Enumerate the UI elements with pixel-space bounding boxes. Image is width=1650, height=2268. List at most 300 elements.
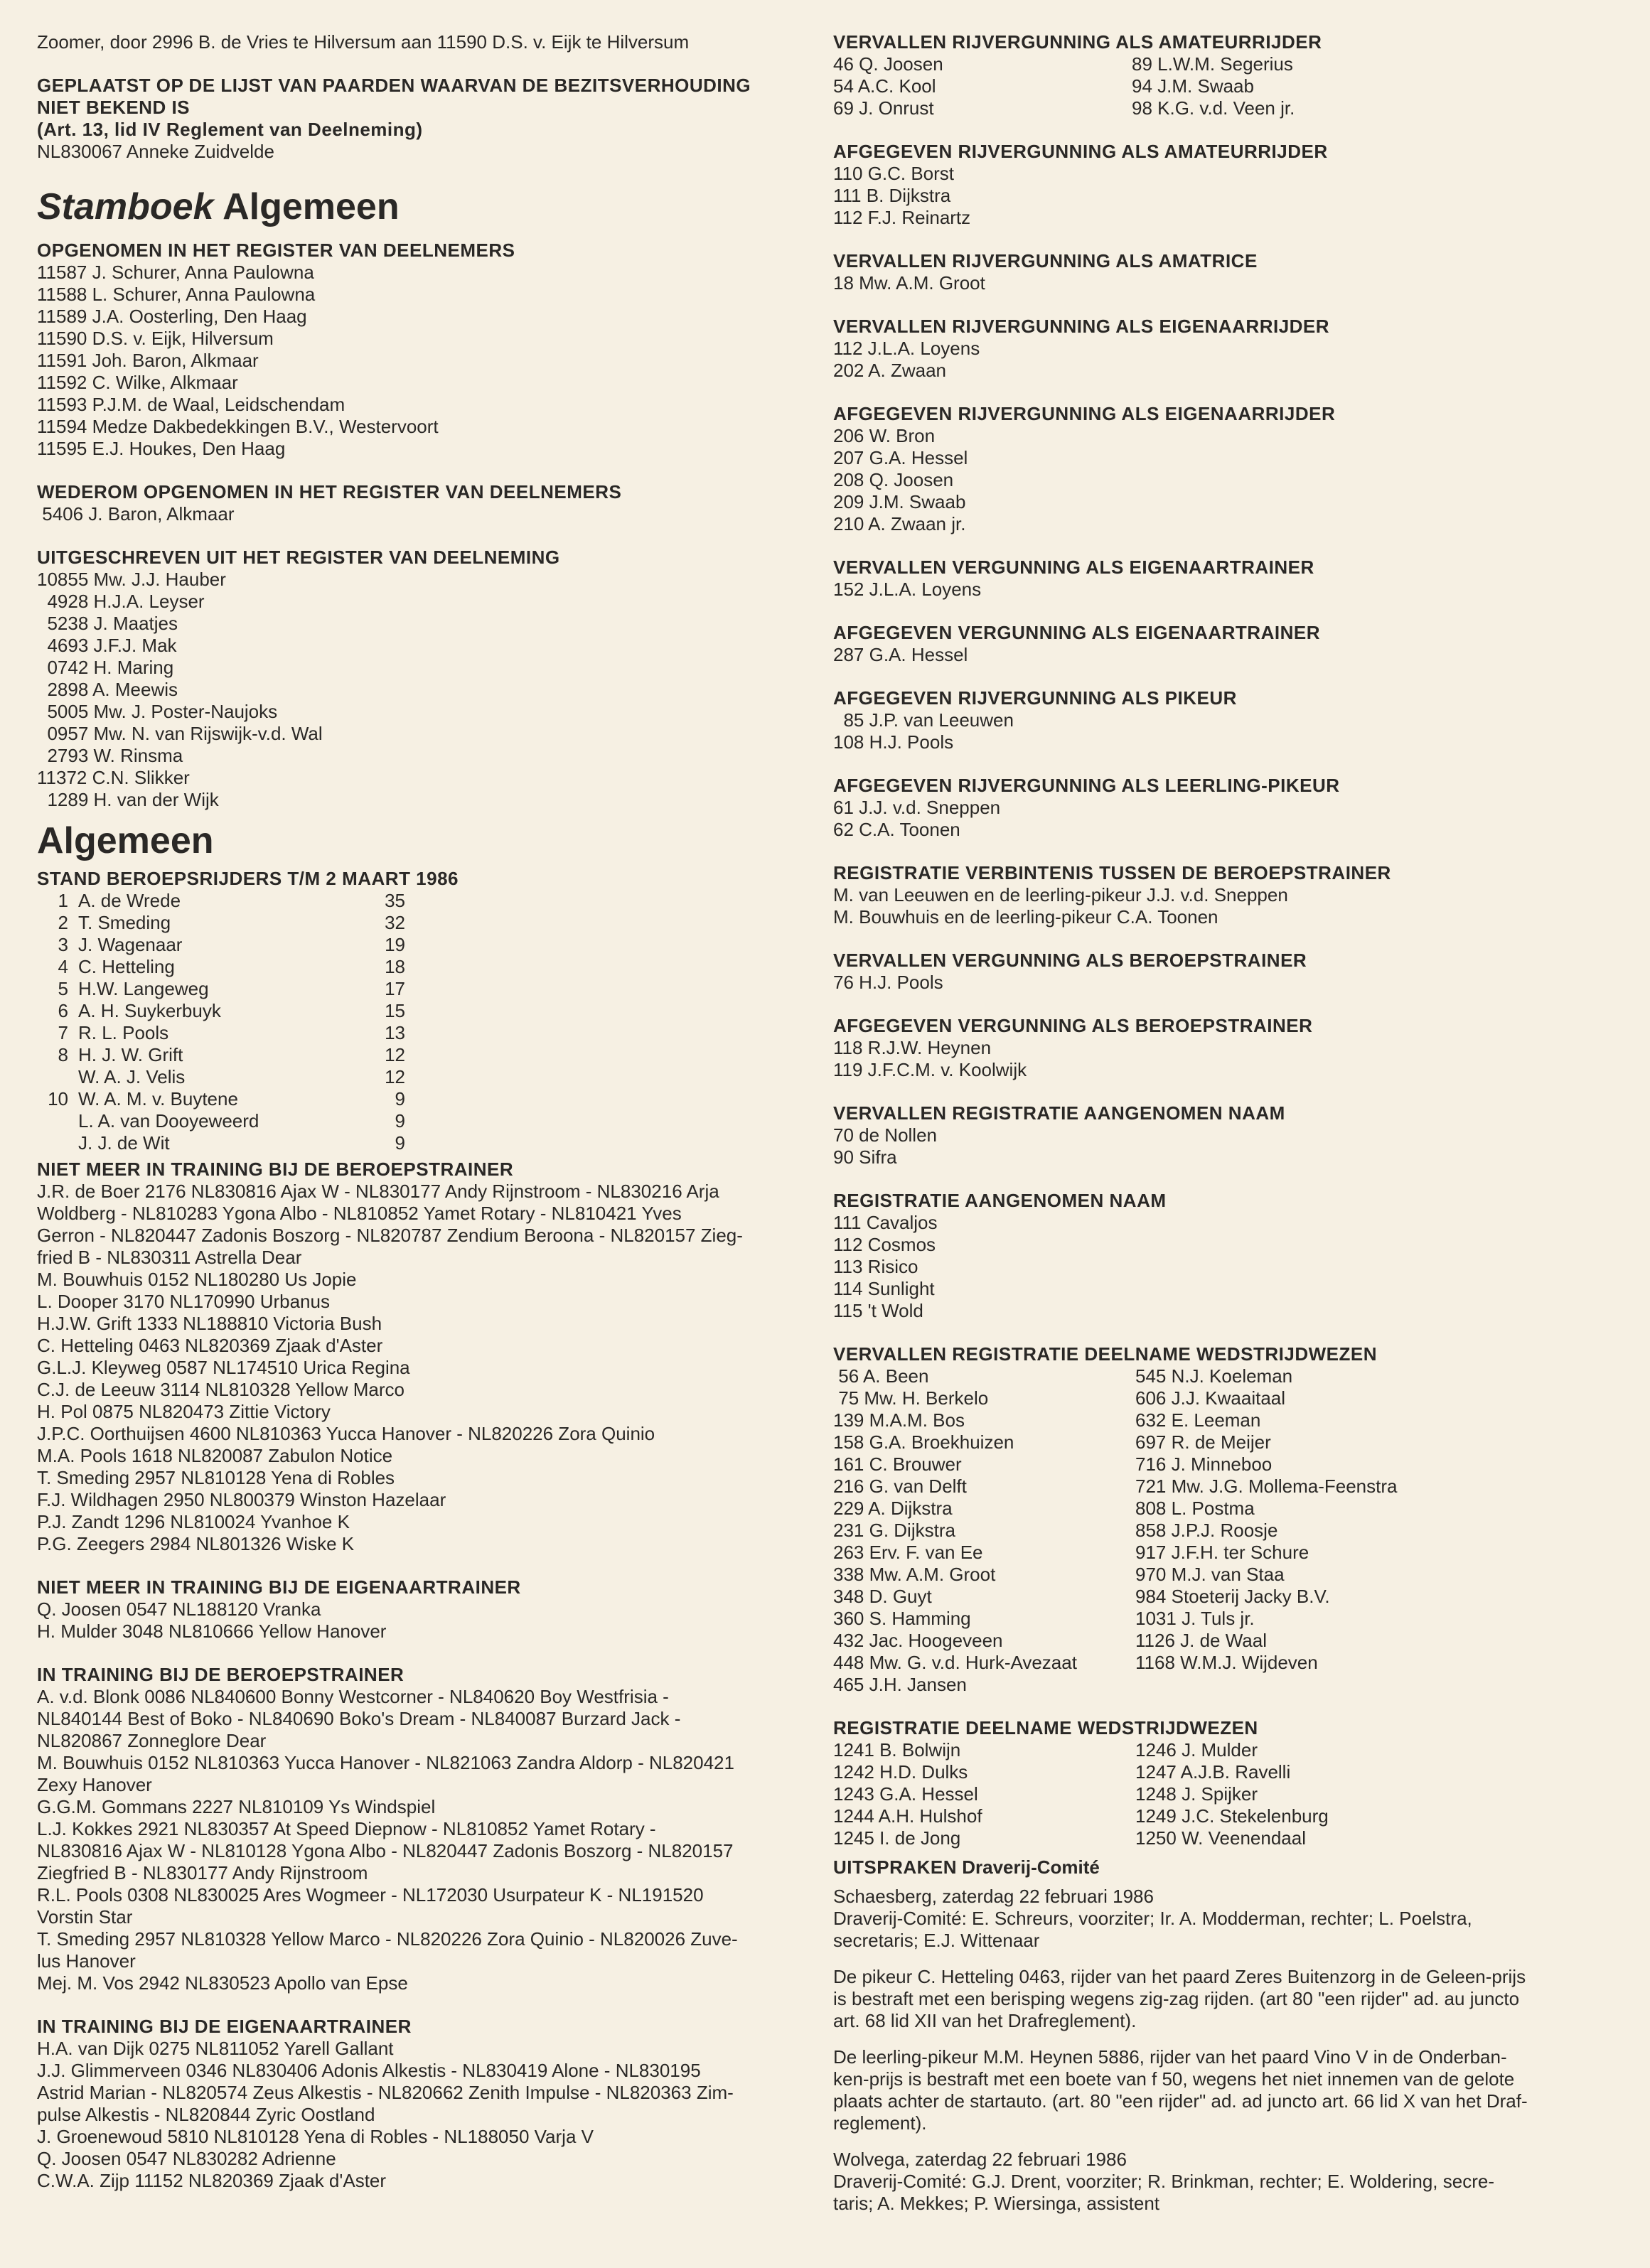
list-item: 1243 G.A. Hessel xyxy=(833,1783,978,1805)
list-row xyxy=(833,1409,1601,1431)
points-cell: 32 xyxy=(385,912,405,933)
list-row xyxy=(833,1739,1601,1761)
uitspraken-heading xyxy=(833,1856,1601,1879)
list-item: 1031 J. Tuls jr. xyxy=(1135,1608,1255,1629)
section-vervallen-eigenaarrijder xyxy=(833,316,1601,382)
list-row xyxy=(833,97,1601,119)
rank-cell: 10 xyxy=(48,1088,68,1109)
points-cell: 13 xyxy=(385,1022,405,1043)
entry-list xyxy=(37,503,805,525)
rider-name-cell: H.W. Langeweg xyxy=(78,978,209,999)
list-item: 858 J.P.J. Roosje xyxy=(1135,1520,1278,1541)
section-afgegeven-beroepstrainer xyxy=(833,1015,1601,1081)
section-heading: OPGENOMEN IN HET REGISTER VAN DEELNEMERS xyxy=(37,240,515,261)
list-item xyxy=(1135,1674,1420,1696)
list-item: J.R. de Boer 2176 NL830816 Ajax W - NL830177 Andy Rijnstroom - NL830216 Arja xyxy=(37,1181,719,1202)
list-item: M. Bouwhuis 0152 NL180280 Us Jopie xyxy=(37,1269,357,1290)
list-row xyxy=(833,1761,1601,1783)
section-heading: VERVALLEN VERGUNNING ALS BEROEPSTRAINER xyxy=(833,950,1307,971)
list-item: Gerron - NL820447 Zadonis Boszorg - NL820787 Zendium Beroona - NL820157 Zieg- xyxy=(37,1225,743,1246)
list-item: 287 G.A. Hessel xyxy=(833,644,968,665)
list-item: 11593 P.J.M. de Waal, Leidschendam xyxy=(37,394,345,415)
list-row xyxy=(833,1564,1601,1586)
list-item: 4693 J.F.J. Mak xyxy=(37,635,177,656)
list-item: 89 L.W.M. Segerius xyxy=(1132,53,1293,75)
stamboek-title-italic: Stamboek xyxy=(37,186,214,227)
entry-list xyxy=(833,338,1601,382)
list-item: 632 E. Leeman xyxy=(1135,1409,1261,1431)
list-item: 111 Cavaljos xyxy=(833,1212,938,1233)
list-item: 10855 Mw. J.J. Hauber xyxy=(37,569,226,590)
rank-cell xyxy=(37,1110,78,1132)
algemeen-title: Algemeen xyxy=(37,820,214,861)
list-item: J. Groenewoud 5810 NL810128 Yena di Robles - NL188050 Varja V xyxy=(37,2126,594,2147)
list-item: 11590 D.S. v. Eijk, Hilversum xyxy=(37,328,274,349)
entry-list xyxy=(37,2038,805,2192)
list-item: 111 B. Dijkstra xyxy=(833,185,951,206)
list-item: Woldberg - NL810283 Ygona Albo - NL810852 Yamet Rotary - NL810421 Yves xyxy=(37,1203,682,1224)
list-item: T. Smeding 2957 NL810128 Yena di Robles xyxy=(37,1467,395,1488)
rank-cell: 4 xyxy=(58,956,68,977)
stamboek-title xyxy=(37,184,805,230)
points-cell: 18 xyxy=(385,956,405,977)
entry-list xyxy=(37,569,805,811)
list-item: 76 H.J. Pools xyxy=(833,972,943,993)
rank-cell: 1 xyxy=(58,890,68,911)
list-item: 158 G.A. Broekhuizen xyxy=(833,1431,1014,1453)
list-item: C.W.A. Zijp 11152 NL820369 Zjaak d'Aster xyxy=(37,2170,387,2191)
list-item: 94 J.M. Swaab xyxy=(1132,75,1254,97)
list-item: 115 't Wold xyxy=(833,1300,923,1321)
entry-list xyxy=(833,644,1601,666)
list-item: 545 N.J. Koeleman xyxy=(1135,1365,1293,1387)
section-afgegeven-amateur xyxy=(833,141,1601,229)
section-opgenomen xyxy=(37,240,805,460)
list-item: 152 J.L.A. Loyens xyxy=(833,579,982,600)
rider-name-cell: W. A. J. Velis xyxy=(78,1066,186,1087)
entry-list xyxy=(37,1598,805,1643)
uitspraken-paragraph: De pikeur C. Hetteling 0463, rijder van het paard Zeres Buitenzorg in de Geleen-prijs is bestraft met een berisping wegens zig-zag rijden. (art 80 "een rijder" ad. au juncto art. 68 lid XII van het Drafreglement). xyxy=(833,1966,1526,2031)
section-heading: AFGEGEVEN RIJVERGUNNING ALS EIGENAARRIJDER xyxy=(833,403,1336,424)
section-registratie-naam xyxy=(833,1190,1601,1322)
section-vervallen-eigenaartrainer xyxy=(833,557,1601,601)
entry-list xyxy=(833,163,1601,229)
section-heading-cont: NIET BEKEND IS xyxy=(37,97,191,118)
list-item: 0957 Mw. N. van Rijswijk-v.d. Wal xyxy=(37,723,323,744)
list-item: H. Pol 0875 NL820473 Zittie Victory xyxy=(37,1401,331,1422)
list-item: 338 Mw. A.M. Groot xyxy=(833,1564,996,1585)
list-item: 11372 C.N. Slikker xyxy=(37,767,190,788)
section-heading: NIET MEER IN TRAINING BIJ DE EIGENAARTRAINER xyxy=(37,1576,521,1598)
section-geplaatst xyxy=(37,75,805,163)
section-heading: VERVALLEN RIJVERGUNNING ALS EIGENAARRIJDER xyxy=(833,316,1330,337)
list-item: M.A. Pools 1618 NL820087 Zabulon Notice xyxy=(37,1445,393,1466)
list-row xyxy=(833,1453,1601,1476)
entry-list xyxy=(833,1212,1601,1322)
list-item: Astrid Marian - NL820574 Zeus Alkestis - NL820662 Zenith Impulse - NL820363 Zim- xyxy=(37,2082,734,2103)
list-item: M. Bouwhuis 0152 NL810363 Yucca Hanover - NL821063 Zandra Aldorp - NL820421 xyxy=(37,1752,734,1773)
list-item: P.G. Zeegers 2984 NL801326 Wiske K xyxy=(37,1533,355,1554)
list-row xyxy=(833,53,1601,75)
standings-row xyxy=(37,1022,805,1044)
standings-row xyxy=(37,912,805,934)
list-item: C. Hetteling 0463 NL820369 Zjaak d'Aster xyxy=(37,1335,383,1356)
list-item: 606 J.J. Kwaaitaal xyxy=(1135,1387,1286,1409)
list-item: T. Smeding 2957 NL810328 Yellow Marco - NL820226 Zora Quinio - NL820026 Zuve- xyxy=(37,1928,738,1950)
list-item: 2898 A. Meewis xyxy=(37,679,178,700)
rank-cell xyxy=(37,1132,78,1154)
list-item: 5238 J. Maatjes xyxy=(37,613,178,634)
list-item: NL840144 Best of Boko - NL840690 Boko's Dream - NL840087 Burzard Jack - xyxy=(37,1708,681,1729)
list-item: 11595 E.J. Houkes, Den Haag xyxy=(37,438,286,459)
section-heading: VERVALLEN REGISTRATIE DEELNAME WEDSTRIJDWEZEN xyxy=(833,1343,1377,1365)
standings-row xyxy=(37,934,805,956)
list-item: lus Hanover xyxy=(37,1950,136,1972)
list-item: M. van Leeuwen en de leerling-pikeur J.J. v.d. Sneppen xyxy=(833,884,1288,905)
rank-cell: 2 xyxy=(58,912,68,933)
section-heading: STAND BEROEPSRIJDERS T/M 2 MAART 1986 xyxy=(37,868,459,889)
list-item: 1244 A.H. Hulshof xyxy=(833,1805,982,1827)
section-afgegeven-eigenaartrainer xyxy=(833,622,1601,666)
section-vervallen-amateur xyxy=(833,31,1601,119)
list-row xyxy=(833,1476,1601,1498)
section-heading: AFGEGEVEN VERGUNNING ALS BEROEPSTRAINER xyxy=(833,1015,1313,1036)
section-afgegeven-pikeur xyxy=(833,687,1601,753)
list-item: 1246 J. Mulder xyxy=(1135,1739,1258,1761)
section-heading: VERVALLEN REGISTRATIE AANGENOMEN NAAM xyxy=(833,1102,1285,1124)
section-wederom xyxy=(37,481,805,525)
uitspraken-heading-rest: Draverij-Comité xyxy=(957,1856,1100,1878)
list-item: fried B - NL830311 Astrella Dear xyxy=(37,1247,302,1268)
list-item: 1289 H. van der Wijk xyxy=(37,789,219,810)
list-item: 206 W. Bron xyxy=(833,425,936,446)
section-afgegeven-eigenaarrijder xyxy=(833,403,1601,535)
section-vervallen-deelname xyxy=(833,1343,1601,1696)
uitspraken-paragraph: De leerling-pikeur M.M. Heynen 5886, rijder van het paard Vino V in de Onderban- ken-prijs is bestraft met een boete van f 50, wegens het niet innemen van de gelote plaats achter de startauto. (art. 80 "een rijder" ad. ad juncto art. 66 lid X van het Draf- reglement). xyxy=(833,2046,1528,2134)
list-item: G.L.J. Kleyweg 0587 NL174510 Urica Regina xyxy=(37,1357,410,1378)
list-item: 11591 Joh. Baron, Alkmaar xyxy=(37,350,259,371)
list-item: J.J. Glimmerveen 0346 NL830406 Adonis Alkestis - NL830419 Alone - NL830195 xyxy=(37,2060,701,2081)
list-item: 56 A. Been xyxy=(833,1365,929,1387)
points-cell: 35 xyxy=(385,890,405,911)
rider-name-cell: L. A. van Dooyeweerd xyxy=(78,1110,259,1132)
list-row xyxy=(833,1652,1601,1674)
list-item: P.J. Zandt 1296 NL810024 Yvanhoe K xyxy=(37,1511,350,1532)
list-item: M. Bouwhuis en de leerling-pikeur C.A. Toonen xyxy=(833,906,1218,928)
list-item: 1241 B. Bolwijn xyxy=(833,1739,961,1761)
list-item: G.G.M. Gommans 2227 NL810109 Ys Windspiel xyxy=(37,1796,436,1817)
list-item: 119 J.F.C.M. v. Koolwijk xyxy=(833,1059,1027,1080)
list-row xyxy=(833,1827,1601,1849)
list-item: pulse Alkestis - NL820844 Zyric Oostland xyxy=(37,2104,375,2125)
list-item: 1250 W. Veenendaal xyxy=(1135,1827,1306,1849)
list-row xyxy=(833,1674,1601,1696)
list-item: 85 J.P. van Leeuwen xyxy=(833,709,1014,731)
list-item: 46 Q. Joosen xyxy=(833,53,943,75)
list-row xyxy=(833,1783,1601,1805)
list-row xyxy=(833,75,1601,97)
section-stand xyxy=(37,868,805,1154)
standings-row xyxy=(37,1110,805,1132)
list-item: 1247 A.J.B. Ravelli xyxy=(1135,1761,1291,1783)
list-item: A. v.d. Blonk 0086 NL840600 Bonny Westcorner - NL840620 Boy Westfrisia - xyxy=(37,1686,669,1707)
list-item: C.J. de Leeuw 3114 NL810328 Yellow Marco xyxy=(37,1379,405,1400)
points-cell: 9 xyxy=(395,1088,405,1109)
list-item: Q. Joosen 0547 NL188120 Vranka xyxy=(37,1598,321,1620)
list-item: 54 A.C. Kool xyxy=(833,75,936,97)
entry-list xyxy=(833,797,1601,841)
list-item: 0742 H. Maring xyxy=(37,657,174,678)
list-item: 11594 Medze Dakbedekkingen B.V., Westervoort xyxy=(37,416,439,437)
list-item: NL830816 Ajax W - NL810128 Ygona Albo - NL820447 Zadonis Boszorg - NL820157 xyxy=(37,1840,734,1861)
list-item: 11587 J. Schurer, Anna Paulowna xyxy=(37,262,314,283)
list-item: H.J.W. Grift 1333 NL188810 Victoria Bush xyxy=(37,1313,382,1334)
list-item: 231 G. Dijkstra xyxy=(833,1520,955,1541)
rank-cell: 3 xyxy=(58,934,68,955)
uitspraken-paragraph: Wolvega, zaterdag 22 februari 1986 Draverij-Comité: G.J. Drent, voorziter; R. Brinkman, rechter; E. Woldering, secre- taris; A. Mekkes; P. Wiersinga, assistent xyxy=(833,2149,1494,2214)
list-item: 70 de Nollen xyxy=(833,1124,937,1146)
points-cell: 17 xyxy=(385,978,405,999)
section-uitgeschreven xyxy=(37,547,805,811)
section-heading: VERVALLEN RIJVERGUNNING ALS AMATEURRIJDER xyxy=(833,31,1322,53)
list-item: 360 S. Hamming xyxy=(833,1608,971,1629)
points-cell: 15 xyxy=(385,1000,405,1021)
list-item: 113 Risico xyxy=(833,1256,918,1277)
list-item: 1248 J. Spijker xyxy=(1135,1783,1258,1805)
list-row xyxy=(833,1520,1601,1542)
list-item: 18 Mw. A.M. Groot xyxy=(833,272,985,294)
list-item: 69 J. Onrust xyxy=(833,97,934,119)
list-row xyxy=(833,1365,1601,1387)
points-cell: 9 xyxy=(395,1132,405,1154)
list-item: Mej. M. Vos 2942 NL830523 Apollo van Epse xyxy=(37,1972,408,1994)
entry-list xyxy=(833,1037,1601,1081)
list-item: 161 C. Brouwer xyxy=(833,1453,962,1475)
list-item: 697 R. de Meijer xyxy=(1135,1431,1271,1453)
section-registratie-deelname xyxy=(833,1717,1601,1849)
list-item: 61 J.J. v.d. Sneppen xyxy=(833,797,1001,818)
list-item: NL830067 Anneke Zuidvelde xyxy=(37,141,274,162)
section-heading: UITGESCHREVEN UIT HET REGISTER VAN DEELNEMING xyxy=(37,547,560,568)
list-row xyxy=(833,1630,1601,1652)
two-column-list xyxy=(833,53,1601,119)
two-column-list xyxy=(833,1365,1601,1696)
list-item: J.P.C. Oorthuijsen 4600 NL810363 Yucca Hanover - NL820226 Zora Quinio xyxy=(37,1423,655,1444)
list-row xyxy=(833,1387,1601,1409)
list-item: NL820867 Zonneglore Dear xyxy=(37,1730,267,1751)
section-in-training-beroeps xyxy=(37,1664,805,1994)
list-item: 1126 J. de Waal xyxy=(1135,1630,1267,1651)
list-item: 348 D. Guyt xyxy=(833,1586,932,1607)
section-heading: IN TRAINING BIJ DE EIGENAARTRAINER xyxy=(37,2016,412,2037)
list-item: Vorstin Star xyxy=(37,1906,133,1928)
entry-list xyxy=(833,272,1601,294)
standings-row xyxy=(37,890,805,912)
section-heading: AFGEGEVEN RIJVERGUNNING ALS LEERLING-PIKEUR xyxy=(833,775,1340,796)
section-heading: AFGEGEVEN VERGUNNING ALS EIGENAARTRAINER xyxy=(833,622,1320,643)
list-item: 1168 W.M.J. Wijdeven xyxy=(1135,1652,1318,1673)
standings-row xyxy=(37,1066,805,1088)
section-vervallen-amatrice xyxy=(833,250,1601,294)
entry-list xyxy=(37,1181,805,1555)
rider-name-cell: A. H. Suykerbuyk xyxy=(78,1000,221,1021)
entry-list xyxy=(833,972,1601,994)
entry-list xyxy=(833,579,1601,601)
section-registratie-verbintenis xyxy=(833,862,1601,928)
rider-name-cell: W. A. M. v. Buytene xyxy=(78,1088,238,1109)
entry-list xyxy=(833,1124,1601,1168)
list-item: 1245 I. de Jong xyxy=(833,1827,961,1849)
list-item: 11588 L. Schurer, Anna Paulowna xyxy=(37,284,316,305)
rank-cell: 5 xyxy=(58,978,68,999)
two-column-list xyxy=(833,1739,1601,1849)
left-column xyxy=(37,31,805,2213)
list-item: 75 Mw. H. Berkelo xyxy=(833,1387,989,1409)
section-heading: REGISTRATIE AANGENOMEN NAAM xyxy=(833,1190,1167,1211)
standings-row xyxy=(37,1132,805,1154)
points-cell: 12 xyxy=(385,1044,405,1065)
standings-row xyxy=(37,1088,805,1110)
list-item: 209 J.M. Swaab xyxy=(833,491,966,512)
points-cell: 12 xyxy=(385,1066,405,1087)
list-item: 4928 H.J.A. Leyser xyxy=(37,591,205,612)
entry-list xyxy=(37,262,805,460)
list-item: 229 A. Dijkstra xyxy=(833,1498,953,1519)
rider-name-cell: R. L. Pools xyxy=(78,1022,169,1043)
points-cell: 9 xyxy=(395,1110,405,1132)
list-item: 263 Erv. F. van Ee xyxy=(833,1542,983,1563)
list-item: 2793 W. Rinsma xyxy=(37,745,183,766)
list-row xyxy=(833,1498,1601,1520)
list-item: 112 J.L.A. Loyens xyxy=(833,338,980,359)
list-item: 716 J. Minneboo xyxy=(1135,1453,1273,1475)
list-row xyxy=(833,1431,1601,1453)
list-item: 112 Cosmos xyxy=(833,1234,936,1255)
standings-table xyxy=(37,890,805,1154)
rider-name-cell: T. Smeding xyxy=(78,912,171,933)
entry-list xyxy=(833,884,1601,928)
rider-name-cell: C. Hetteling xyxy=(78,956,175,977)
section-heading: REGISTRATIE VERBINTENIS TUSSEN DE BEROEPSTRAINER xyxy=(833,862,1391,883)
entry-list xyxy=(833,709,1601,753)
section-subheading: (Art. 13, lid IV Reglement van Deelneming) xyxy=(37,119,423,140)
entry-list xyxy=(37,1686,805,1994)
rank-cell: 8 xyxy=(58,1044,68,1065)
list-item: 11589 J.A. Oosterling, Den Haag xyxy=(37,306,307,327)
list-item: F.J. Wildhagen 2950 NL800379 Winston Hazelaar xyxy=(37,1489,446,1510)
list-row xyxy=(833,1805,1601,1827)
list-item: 108 H.J. Pools xyxy=(833,731,954,753)
section-heading: AFGEGEVEN RIJVERGUNNING ALS AMATEURRIJDER xyxy=(833,141,1328,162)
uitspraken-paragraph: Schaesberg, zaterdag 22 februari 1986 Draverij-Comité: E. Schreurs, voorziter; Ir. A. Modderman, rechter; L. Poelstra, secretaris; E.J. Wittenaar xyxy=(833,1886,1472,1951)
list-item: 118 R.J.W. Heynen xyxy=(833,1037,992,1058)
rider-name-cell: H. J. W. Grift xyxy=(78,1044,183,1065)
transfer-line: Zoomer, door 2996 B. de Vries te Hilversum aan 11590 D.S. v. Eijk te Hilversum xyxy=(37,31,690,53)
list-item: 970 M.J. van Staa xyxy=(1135,1564,1285,1585)
list-item: 11592 C. Wilke, Alkmaar xyxy=(37,372,238,393)
list-item: L.J. Kokkes 2921 NL830357 At Speed Diepnow - NL810852 Yamet Rotary - xyxy=(37,1818,656,1839)
list-item: 5406 J. Baron, Alkmaar xyxy=(37,503,235,525)
list-item: 721 Mw. J.G. Mollema-Feenstra xyxy=(1135,1476,1398,1497)
section-niet-meer-beroeps xyxy=(37,1159,805,1555)
section-heading: GEPLAATST OP DE LIJST VAN PAARDEN WAARVAN DE BEZITSVERHOUDING xyxy=(37,75,751,96)
list-item: Ziegfried B - NL830177 Andy Rijnstroom xyxy=(37,1862,368,1883)
list-row xyxy=(833,1586,1601,1608)
list-item: 110 G.C. Borst xyxy=(833,163,955,184)
section-vervallen-naam xyxy=(833,1102,1601,1168)
section-heading: WEDEROM OPGENOMEN IN HET REGISTER VAN DEELNEMERS xyxy=(37,481,622,502)
list-item: 210 A. Zwaan jr. xyxy=(833,513,966,534)
standings-row xyxy=(37,1044,805,1066)
list-item: 208 Q. Joosen xyxy=(833,469,954,490)
list-item: 432 Jac. Hoogeveen xyxy=(833,1630,1003,1651)
list-item: 448 Mw. G. v.d. Hurk-Avezaat xyxy=(833,1652,1077,1673)
list-item: 984 Stoeterij Jacky B.V. xyxy=(1135,1586,1330,1607)
list-item: H.A. van Dijk 0275 NL811052 Yarell Gallant xyxy=(37,2038,394,2059)
list-item: R.L. Pools 0308 NL830025 Ares Wogmeer - NL172030 Usurpateur K - NL191520 xyxy=(37,1884,704,1906)
list-item: 1249 J.C. Stekelenburg xyxy=(1135,1805,1329,1827)
uitspraken-heading-bold: UITSPRAKEN xyxy=(833,1856,958,1878)
list-item: Zexy Hanover xyxy=(37,1774,152,1795)
section-uitspraken xyxy=(833,1856,1601,2215)
section-heading: VERVALLEN VERGUNNING ALS EIGENAARTRAINER xyxy=(833,557,1314,578)
right-column xyxy=(833,31,1601,2215)
list-item: 207 G.A. Hessel xyxy=(833,447,968,468)
points-cell: 19 xyxy=(385,934,405,955)
section-niet-meer-eigenaar xyxy=(37,1576,805,1643)
list-row xyxy=(833,1542,1601,1564)
list-item: 62 C.A. Toonen xyxy=(833,819,960,840)
list-item: 465 J.H. Jansen xyxy=(833,1674,967,1695)
list-item: 112 F.J. Reinartz xyxy=(833,207,971,228)
list-item: 5005 Mw. J. Poster-Naujoks xyxy=(37,701,278,722)
list-item: 917 J.F.H. ter Schure xyxy=(1135,1542,1309,1563)
standings-row xyxy=(37,978,805,1000)
section-heading: NIET MEER IN TRAINING BIJ DE BEROEPSTRAINER xyxy=(37,1159,514,1180)
list-item: H. Mulder 3048 NL810666 Yellow Hanover xyxy=(37,1621,387,1642)
list-item: 139 M.A.M. Bos xyxy=(833,1409,965,1431)
list-row xyxy=(833,1608,1601,1630)
list-item: 114 Sunlight xyxy=(833,1278,935,1299)
section-afgegeven-leerling xyxy=(833,775,1601,841)
entry-list xyxy=(833,425,1601,535)
section-heading: IN TRAINING BIJ DE BEROEPSTRAINER xyxy=(37,1664,405,1685)
list-item: 90 Sifra xyxy=(833,1146,897,1168)
rank-cell: 6 xyxy=(58,1000,68,1021)
rank-cell xyxy=(37,1066,78,1088)
rider-name-cell: J. Wagenaar xyxy=(78,934,183,955)
section-heading: VERVALLEN RIJVERGUNNING ALS AMATRICE xyxy=(833,250,1258,272)
standings-row xyxy=(37,956,805,978)
section-heading: REGISTRATIE DEELNAME WEDSTRIJDWEZEN xyxy=(833,1717,1258,1738)
list-item: 1242 H.D. Dulks xyxy=(833,1761,968,1783)
section-heading: AFGEGEVEN RIJVERGUNNING ALS PIKEUR xyxy=(833,687,1237,709)
rider-name-cell: J. J. de Wit xyxy=(78,1132,170,1154)
list-item: Q. Joosen 0547 NL830282 Adrienne xyxy=(37,2148,336,2169)
stamboek-title-rest: Algemeen xyxy=(223,186,400,227)
entry-list xyxy=(37,141,805,163)
standings-row xyxy=(37,1000,805,1022)
list-item: 808 L. Postma xyxy=(1135,1498,1255,1519)
rank-cell: 7 xyxy=(58,1022,68,1043)
list-item: 98 K.G. v.d. Veen jr. xyxy=(1132,97,1295,119)
list-item: 202 A. Zwaan xyxy=(833,360,946,381)
list-item: 216 G. van Delft xyxy=(833,1476,967,1497)
section-vervallen-beroepstrainer xyxy=(833,950,1601,994)
rider-name-cell: A. de Wrede xyxy=(78,890,181,911)
section-in-training-eigenaar xyxy=(37,2016,805,2192)
list-item: L. Dooper 3170 NL170990 Urbanus xyxy=(37,1291,330,1312)
